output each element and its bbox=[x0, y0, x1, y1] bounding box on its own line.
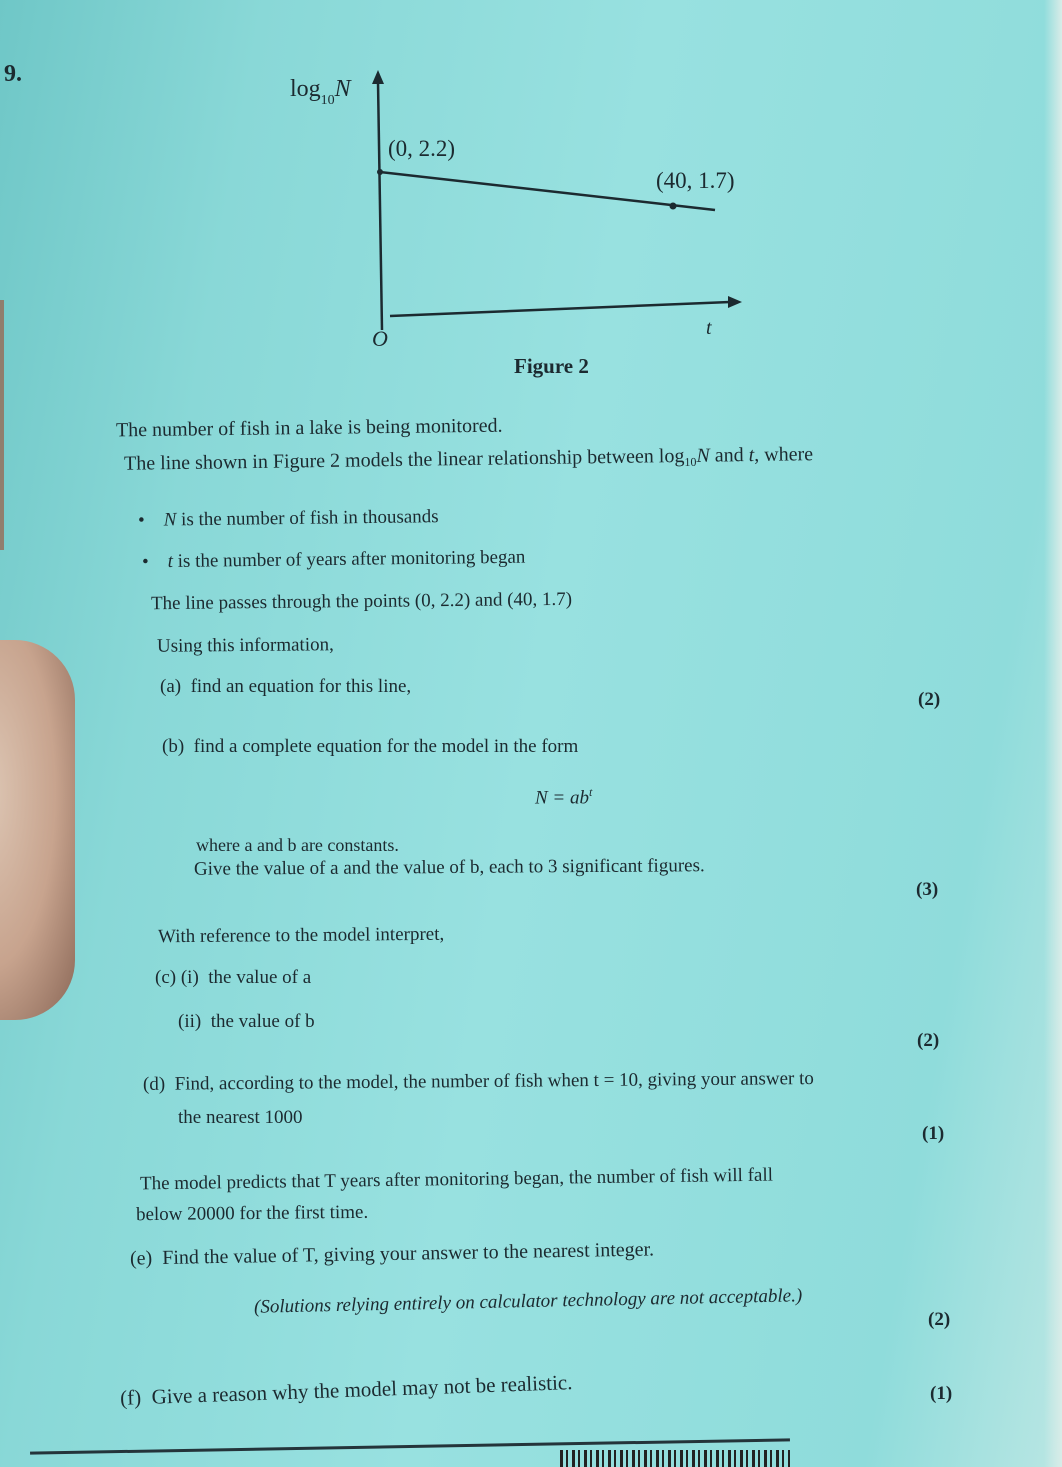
model-var-t: t bbox=[748, 444, 755, 467]
barcode bbox=[560, 1450, 790, 1467]
y-axis bbox=[378, 82, 382, 330]
bullet-n: • N is the number of fish in thousands bbox=[137, 506, 439, 531]
model-equation-main: N = ab bbox=[535, 787, 589, 809]
question-number: 9. bbox=[4, 61, 22, 87]
thumb bbox=[0, 640, 75, 1020]
part-b-label: (b) bbox=[162, 736, 185, 757]
part-c-i-label: (i) bbox=[180, 967, 199, 988]
part-b-text: find a complete equation for the model in the form bbox=[193, 736, 579, 757]
predict-line2: below 20000 for the first time. bbox=[135, 1201, 369, 1226]
model-log: log bbox=[658, 444, 685, 468]
part-c-label: (c) bbox=[155, 967, 177, 988]
part-d-line1: Find, according to the model, the number of fish when t = 10, giving your answer to bbox=[174, 1068, 814, 1095]
bullet-n-text: is the number of fish in thousands bbox=[176, 506, 439, 531]
model-log-sub: 10 bbox=[684, 454, 697, 469]
using-info: Using this information, bbox=[156, 634, 334, 657]
model-description bbox=[124, 444, 813, 476]
part-c-ii-text: the value of b bbox=[210, 1011, 315, 1032]
model-text-mid: and bbox=[709, 444, 749, 467]
point-0-2.2 bbox=[377, 169, 383, 175]
part-c-marks: (2) bbox=[917, 1030, 940, 1051]
point2-label: (40, 1.7) bbox=[656, 168, 735, 193]
part-f-label: (f) bbox=[119, 1385, 142, 1410]
part-d bbox=[143, 1069, 814, 1094]
y-axis-label: $\log_{10}N$ bbox=[290, 76, 351, 108]
part-e-note: (Solutions relying entirely on calculator technology are not acceptable.) bbox=[253, 1285, 803, 1318]
page-edge bbox=[0, 300, 4, 550]
part-c-ii-label: (ii) bbox=[178, 1011, 202, 1032]
part-e-label: (e) bbox=[129, 1247, 153, 1270]
bullet-n-var: N bbox=[163, 509, 177, 531]
reference-text: With reference to the model interpret, bbox=[157, 923, 445, 948]
part-c-i-text: the value of a bbox=[208, 967, 312, 988]
part-d-line2: the nearest 1000 bbox=[178, 1107, 303, 1128]
model-text-post: , where bbox=[754, 443, 814, 467]
part-c-i bbox=[155, 968, 311, 987]
bullet-t-var: t bbox=[167, 550, 174, 573]
part-a bbox=[160, 677, 411, 696]
y-axis-arrow bbox=[372, 70, 384, 84]
figure-2-graph bbox=[280, 60, 760, 390]
part-f bbox=[120, 1372, 573, 1409]
model-equation bbox=[535, 786, 592, 807]
intro-text: The number of fish in a lake is being monitored. bbox=[115, 414, 503, 442]
part-e-marks: (2) bbox=[928, 1309, 951, 1330]
part-a-label: (a) bbox=[160, 676, 182, 697]
part-b bbox=[162, 737, 578, 756]
part-f-text: Give a reason why the model may not be realistic. bbox=[151, 1370, 573, 1409]
part-d-marks: (1) bbox=[922, 1123, 945, 1144]
bullet-t-text: is the number of years after monitoring began bbox=[172, 546, 526, 572]
figure-caption: Figure 2 bbox=[514, 354, 589, 378]
part-e bbox=[130, 1239, 654, 1268]
point-40-1.7 bbox=[670, 203, 677, 210]
x-axis bbox=[390, 302, 730, 316]
points-line: The line passes through the points (0, 2.2) and (40, 1.7) bbox=[150, 588, 573, 615]
part-b-give: Give the value of a and the value of b, each to 3 significant figures. bbox=[193, 855, 705, 880]
model-text-pre: The line shown in Figure 2 models the linear relationship between bbox=[123, 445, 659, 475]
point1-label: (0, 2.2) bbox=[388, 136, 456, 161]
part-f-marks: (1) bbox=[930, 1383, 953, 1404]
part-e-text: Find the value of T, giving your answer to the nearest integer. bbox=[162, 1238, 655, 1270]
model-var-n: N bbox=[696, 444, 710, 467]
origin-label: O bbox=[372, 326, 388, 351]
model-equation-exponent: t bbox=[589, 785, 593, 799]
part-d-label: (d) bbox=[142, 1073, 166, 1095]
predict-line1: The model predicts that T years after monitoring began, the number of fish will fall bbox=[139, 1164, 774, 1195]
page-edge-right bbox=[1044, 0, 1062, 1467]
bullet-t: • t is the number of years after monitoring began bbox=[141, 546, 526, 573]
part-b-marks: (3) bbox=[916, 879, 939, 900]
part-a-text: find an equation for this line, bbox=[190, 676, 412, 697]
x-axis-label: t bbox=[706, 317, 712, 339]
x-axis-arrow bbox=[728, 296, 742, 308]
part-b-where: where a and b are constants. bbox=[196, 835, 399, 855]
part-c-ii bbox=[178, 1012, 315, 1031]
part-a-marks: (2) bbox=[918, 689, 941, 710]
